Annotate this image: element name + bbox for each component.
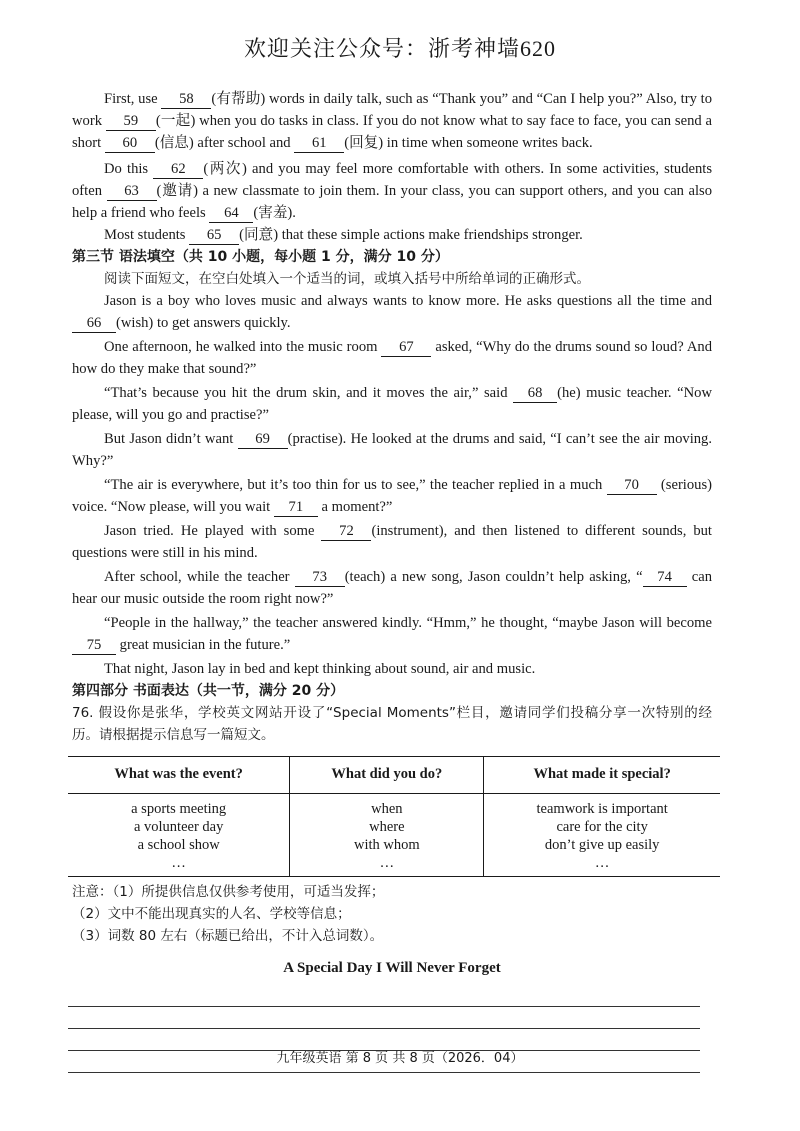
- writing-line-1[interactable]: [68, 985, 700, 1007]
- text: (practise). He looked at the drums and said, “I can’t see the air moving. Why?”: [72, 431, 713, 469]
- text: a moment?”: [317, 499, 393, 515]
- table-row: [68, 794, 720, 877]
- table-header-action: What did you do?: [290, 757, 484, 794]
- list-item: where: [369, 819, 405, 835]
- text: “People in the hallway,” the teacher answered kindly. “Hmm,” he thought, “maybe Jason will become: [104, 615, 712, 631]
- text: “The air is everywhere, but it’s too thin for us to see,” the teacher replied in a much: [104, 477, 607, 493]
- notes: [72, 881, 712, 947]
- blank-68[interactable]: 68: [513, 385, 557, 403]
- section-3-heading: 第三节 语法填空（共 10 小题，每小题 1 分，满分 10 分）: [72, 249, 449, 265]
- page-content: [72, 88, 712, 1073]
- list-item: teamwork is important: [536, 801, 668, 817]
- grammar-paragraph-1: [72, 290, 712, 334]
- text: “That’s because you hit the drum skin, and it moves the air,” said: [104, 385, 514, 401]
- text: One afternoon, he walked into the music room: [104, 339, 382, 355]
- text: But Jason didn’t want: [104, 431, 238, 447]
- text: (he) music teacher. “Now please, will you go and practise?”: [72, 385, 712, 423]
- blank-60[interactable]: 60: [105, 135, 155, 153]
- part-4-heading: 第四部分 书面表达（共一节，满分 20 分）: [72, 683, 345, 699]
- grammar-paragraph-5: [72, 474, 712, 518]
- list-item: a school show: [137, 837, 220, 853]
- blank-65[interactable]: 65: [189, 227, 239, 245]
- grammar-paragraph-2: [72, 336, 712, 380]
- text: (teach) a new song, Jason couldn’t help asking, “: [344, 569, 643, 585]
- list-item: a volunteer day: [133, 819, 224, 835]
- list-item: …: [379, 855, 395, 871]
- text: After school, while the teacher: [104, 569, 295, 585]
- paragraph-62-64: [72, 158, 712, 224]
- table-cell-events: [68, 794, 290, 877]
- text: great musician in the future.”: [116, 637, 291, 653]
- essay-title: A Special Day I Will Never Forget: [283, 960, 501, 976]
- blank-73[interactable]: 73: [295, 569, 345, 587]
- text: (邀请) a new classmate to join them. In your class, you can support others, and you can also help a friend who feels: [72, 183, 712, 221]
- section-3-instruction: 阅读下面短文，在空白处填入一个适当的词，或填入括号中所给单词的正确形式。: [104, 271, 590, 287]
- grammar-paragraph-3: [72, 382, 712, 426]
- text: asked, “Why do the drums sound so loud? And how do they make that sound?”: [72, 339, 712, 377]
- grammar-paragraph-7: [72, 566, 712, 610]
- blank-58[interactable]: 58: [161, 91, 211, 109]
- text: (有帮助) words in daily talk, such as “Thank you” and “Can I help you?” Also, try to work: [72, 91, 712, 129]
- grammar-paragraph-9: That night, Jason lay in bed and kept thinking about sound, air and music.: [104, 661, 536, 677]
- text: Do this: [104, 161, 154, 177]
- table-cell-actions: [290, 794, 484, 877]
- table-header-special: What made it special?: [484, 757, 720, 794]
- grammar-paragraph-6: [72, 520, 712, 564]
- blank-67[interactable]: 67: [381, 339, 431, 357]
- text: (信息) after school and: [154, 135, 295, 151]
- table-header-event: What was the event?: [68, 757, 290, 794]
- hint-table: [68, 756, 720, 877]
- writing-prompt: 76. 假设你是张华，学校英文网站开设了“Special Moments”栏目，邀请同学们投稿分享一次特别的经历。请根据提示信息写一篇短文。: [72, 705, 712, 743]
- text: (同意) that these simple actions make friendships stronger.: [239, 227, 583, 243]
- text: (两次) and you may feel more comfortable with others. In some activities, students often: [72, 161, 712, 199]
- table-cell-specials: [484, 794, 720, 877]
- blank-74[interactable]: 74: [643, 569, 687, 587]
- blank-70[interactable]: 70: [607, 477, 657, 495]
- list-item: when: [371, 801, 403, 817]
- grammar-paragraph-4: [72, 428, 712, 472]
- blank-69[interactable]: 69: [238, 431, 288, 449]
- writing-line-2[interactable]: [68, 1007, 700, 1029]
- blank-62[interactable]: 62: [153, 161, 203, 179]
- text: (回复) in time when someone writes back.: [344, 135, 593, 151]
- text: Most students: [104, 227, 190, 243]
- blank-61[interactable]: 61: [294, 135, 344, 153]
- blank-66[interactable]: 66: [72, 315, 116, 333]
- text: Jason is a boy who loves music and always wants to know more. He asks questions all the time and: [104, 293, 712, 309]
- blank-59[interactable]: 59: [106, 113, 156, 131]
- list-item: …: [171, 855, 186, 871]
- list-item: with whom: [353, 837, 420, 853]
- blank-63[interactable]: 63: [107, 183, 157, 201]
- blank-75[interactable]: 75: [72, 637, 116, 655]
- text: (serious) voice. “Now please, will you wait: [72, 477, 712, 515]
- note-3: （3）词数 80 左右（标题已给出，不计入总词数）。: [72, 928, 384, 944]
- blank-64[interactable]: 64: [209, 205, 253, 223]
- blank-71[interactable]: 71: [274, 499, 318, 517]
- paragraph-65: [72, 224, 712, 246]
- paragraph-58-61: [72, 88, 712, 154]
- text: First, use: [104, 91, 162, 107]
- list-item: …: [594, 855, 610, 871]
- text: can hear our music outside the room right now?”: [72, 569, 712, 607]
- text: (一起) when you do tasks in class. If you do not know what to say face to face, you can send a short: [72, 113, 712, 151]
- blank-72[interactable]: 72: [321, 523, 371, 541]
- list-item: care for the city: [556, 819, 648, 835]
- grammar-paragraph-8: [72, 612, 712, 656]
- page-footer: 九年级英语 第 8 页 共 8 页（2026．04）: [276, 1051, 524, 1066]
- text: (wish) to get answers quickly.: [116, 315, 291, 331]
- note-1: 注意：（1）所提供信息仅供参考使用，可适当发挥；: [72, 884, 385, 900]
- text: (instrument), and then listened to different sounds, but questions were still in his mind.: [72, 523, 712, 561]
- list-item: don’t give up easily: [544, 837, 660, 853]
- page-header: 欢迎关注公众号：浙考神墙620: [243, 36, 556, 61]
- text: Jason tried. He played with some: [104, 523, 322, 539]
- note-2: （2）文中不能出现真实的人名、学校等信息；: [72, 906, 351, 922]
- list-item: a sports meeting: [131, 801, 227, 817]
- text: (害羞).: [253, 205, 296, 221]
